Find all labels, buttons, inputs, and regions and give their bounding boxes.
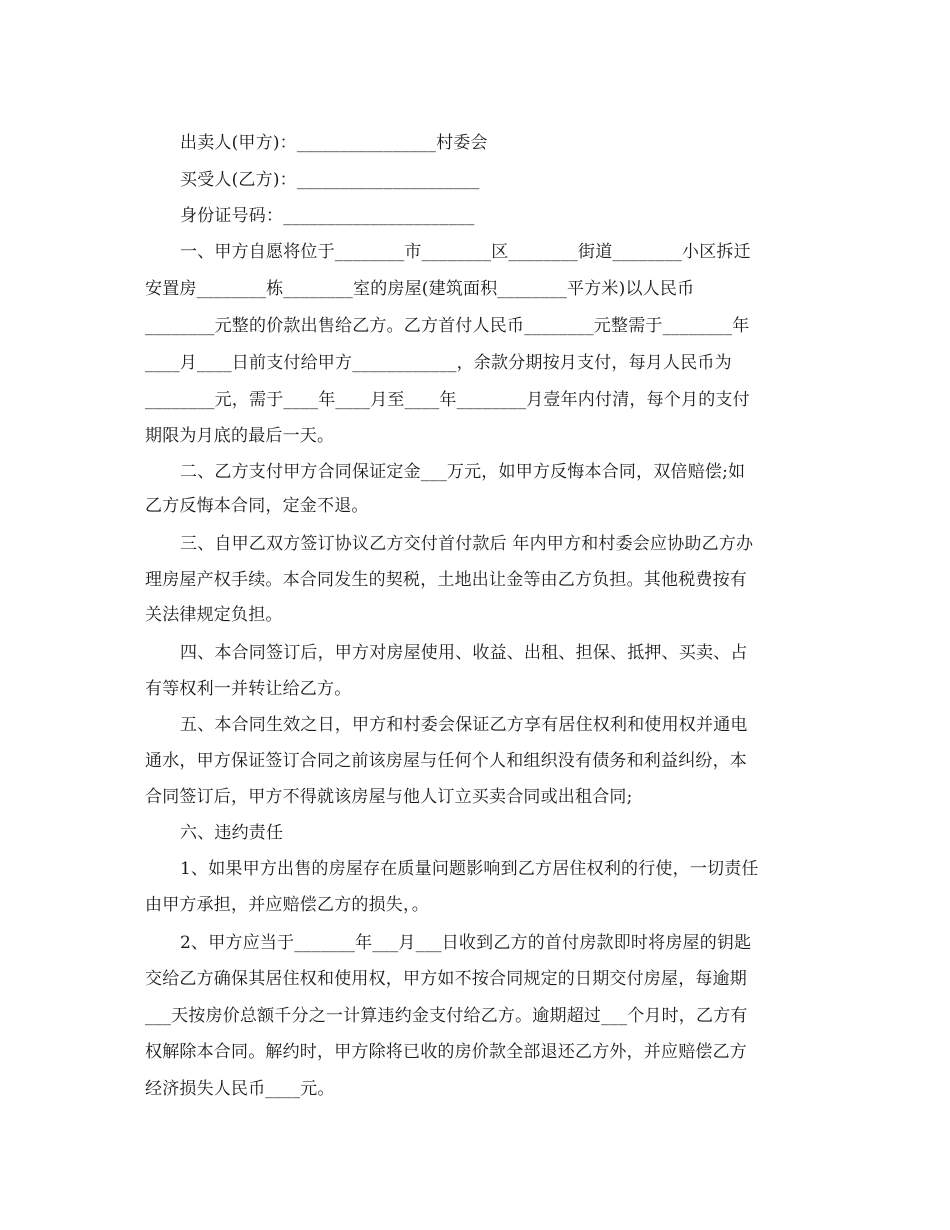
section-heading: 六、违约责任: [180, 823, 284, 843]
clause-line: ____月____日前支付给甲方____________，余款分期按月支付，每月人民币为: [145, 353, 732, 373]
clause-line: 理房屋产权手续。本合同发生的契税，土地出让金等由乙方负担。其他税费按有: [145, 570, 747, 590]
clause-line: 乙方反悔本合同，定金不退。: [145, 496, 369, 516]
clause-line: 期限为月底的最后一天。: [145, 426, 335, 446]
clause-line: 2、甲方应当于_______年___月___日收到乙方的首付房款即时将房屋的钥匙: [180, 933, 752, 953]
buyer-line: 买受人(乙方)：_____________________: [180, 170, 480, 190]
clause-line: ________元，需于____年____月至____年________月壹年内付清，每个月的支付: [145, 390, 750, 410]
clause-line: 有等权利一并转让给乙方。: [145, 679, 352, 699]
clause-line: 权解除本合同。解约时，甲方除将已收的房价款全部退还乙方外，并应赔偿乙方: [145, 1042, 747, 1062]
clause-line: 关法律规定负担。: [145, 605, 283, 625]
seller-line: 出卖人(甲方)：________________村委会: [180, 133, 488, 153]
clause-line: ___天按房价总额千分之一计算违约金支付给乙方。逾期超过___个月时，乙方有: [145, 1006, 748, 1026]
clause-line: 四、本合同签订后，甲方对房屋使用、收益、出租、担保、抵押、买卖、占: [180, 643, 748, 663]
clause-line: 一、甲方自愿将位于________市________区________街道________小区拆迁: [180, 242, 751, 262]
clause-line: 经济损失人民币____元。: [145, 1079, 335, 1099]
clause-line: 交给乙方确保其居住权和使用权，甲方如不按合同规定的日期交付房屋，每逾期: [145, 969, 747, 989]
clause-line: ________元整的价款出售给乙方。乙方首付人民币________元整需于________年: [145, 316, 750, 336]
id-number-line: 身份证号码：______________________: [180, 206, 475, 226]
clause-line: 合同签订后，甲方不得就该房屋与他人订立买卖合同或出租合同;: [145, 787, 633, 807]
clause-line: 安置房________栋________室的房屋(建筑面积________平方米)以人民币: [145, 279, 695, 299]
clause-line: 三、自甲乙双方签订协议乙方交付首付款后 年内甲方和村委会应协助乙方办: [180, 534, 754, 554]
clause-line: 1、如果甲方出售的房屋存在质量问题影响到乙方居住权利的行使，一切责任: [180, 859, 759, 879]
clause-line: 二、乙方支付甲方合同保证定金___万元，如甲方反悔本合同，双倍赔偿;如: [180, 462, 746, 482]
clause-line: 五、本合同生效之日，甲方和村委会保证乙方享有居住权利和使用权并通电: [180, 715, 748, 735]
clause-line: 由甲方承担，并应赔偿乙方的损失，。: [145, 895, 429, 915]
clause-line: 通水，甲方保证签订合同之前该房屋与任何个人和组织没有债务和利益纠纷，本: [145, 751, 747, 771]
